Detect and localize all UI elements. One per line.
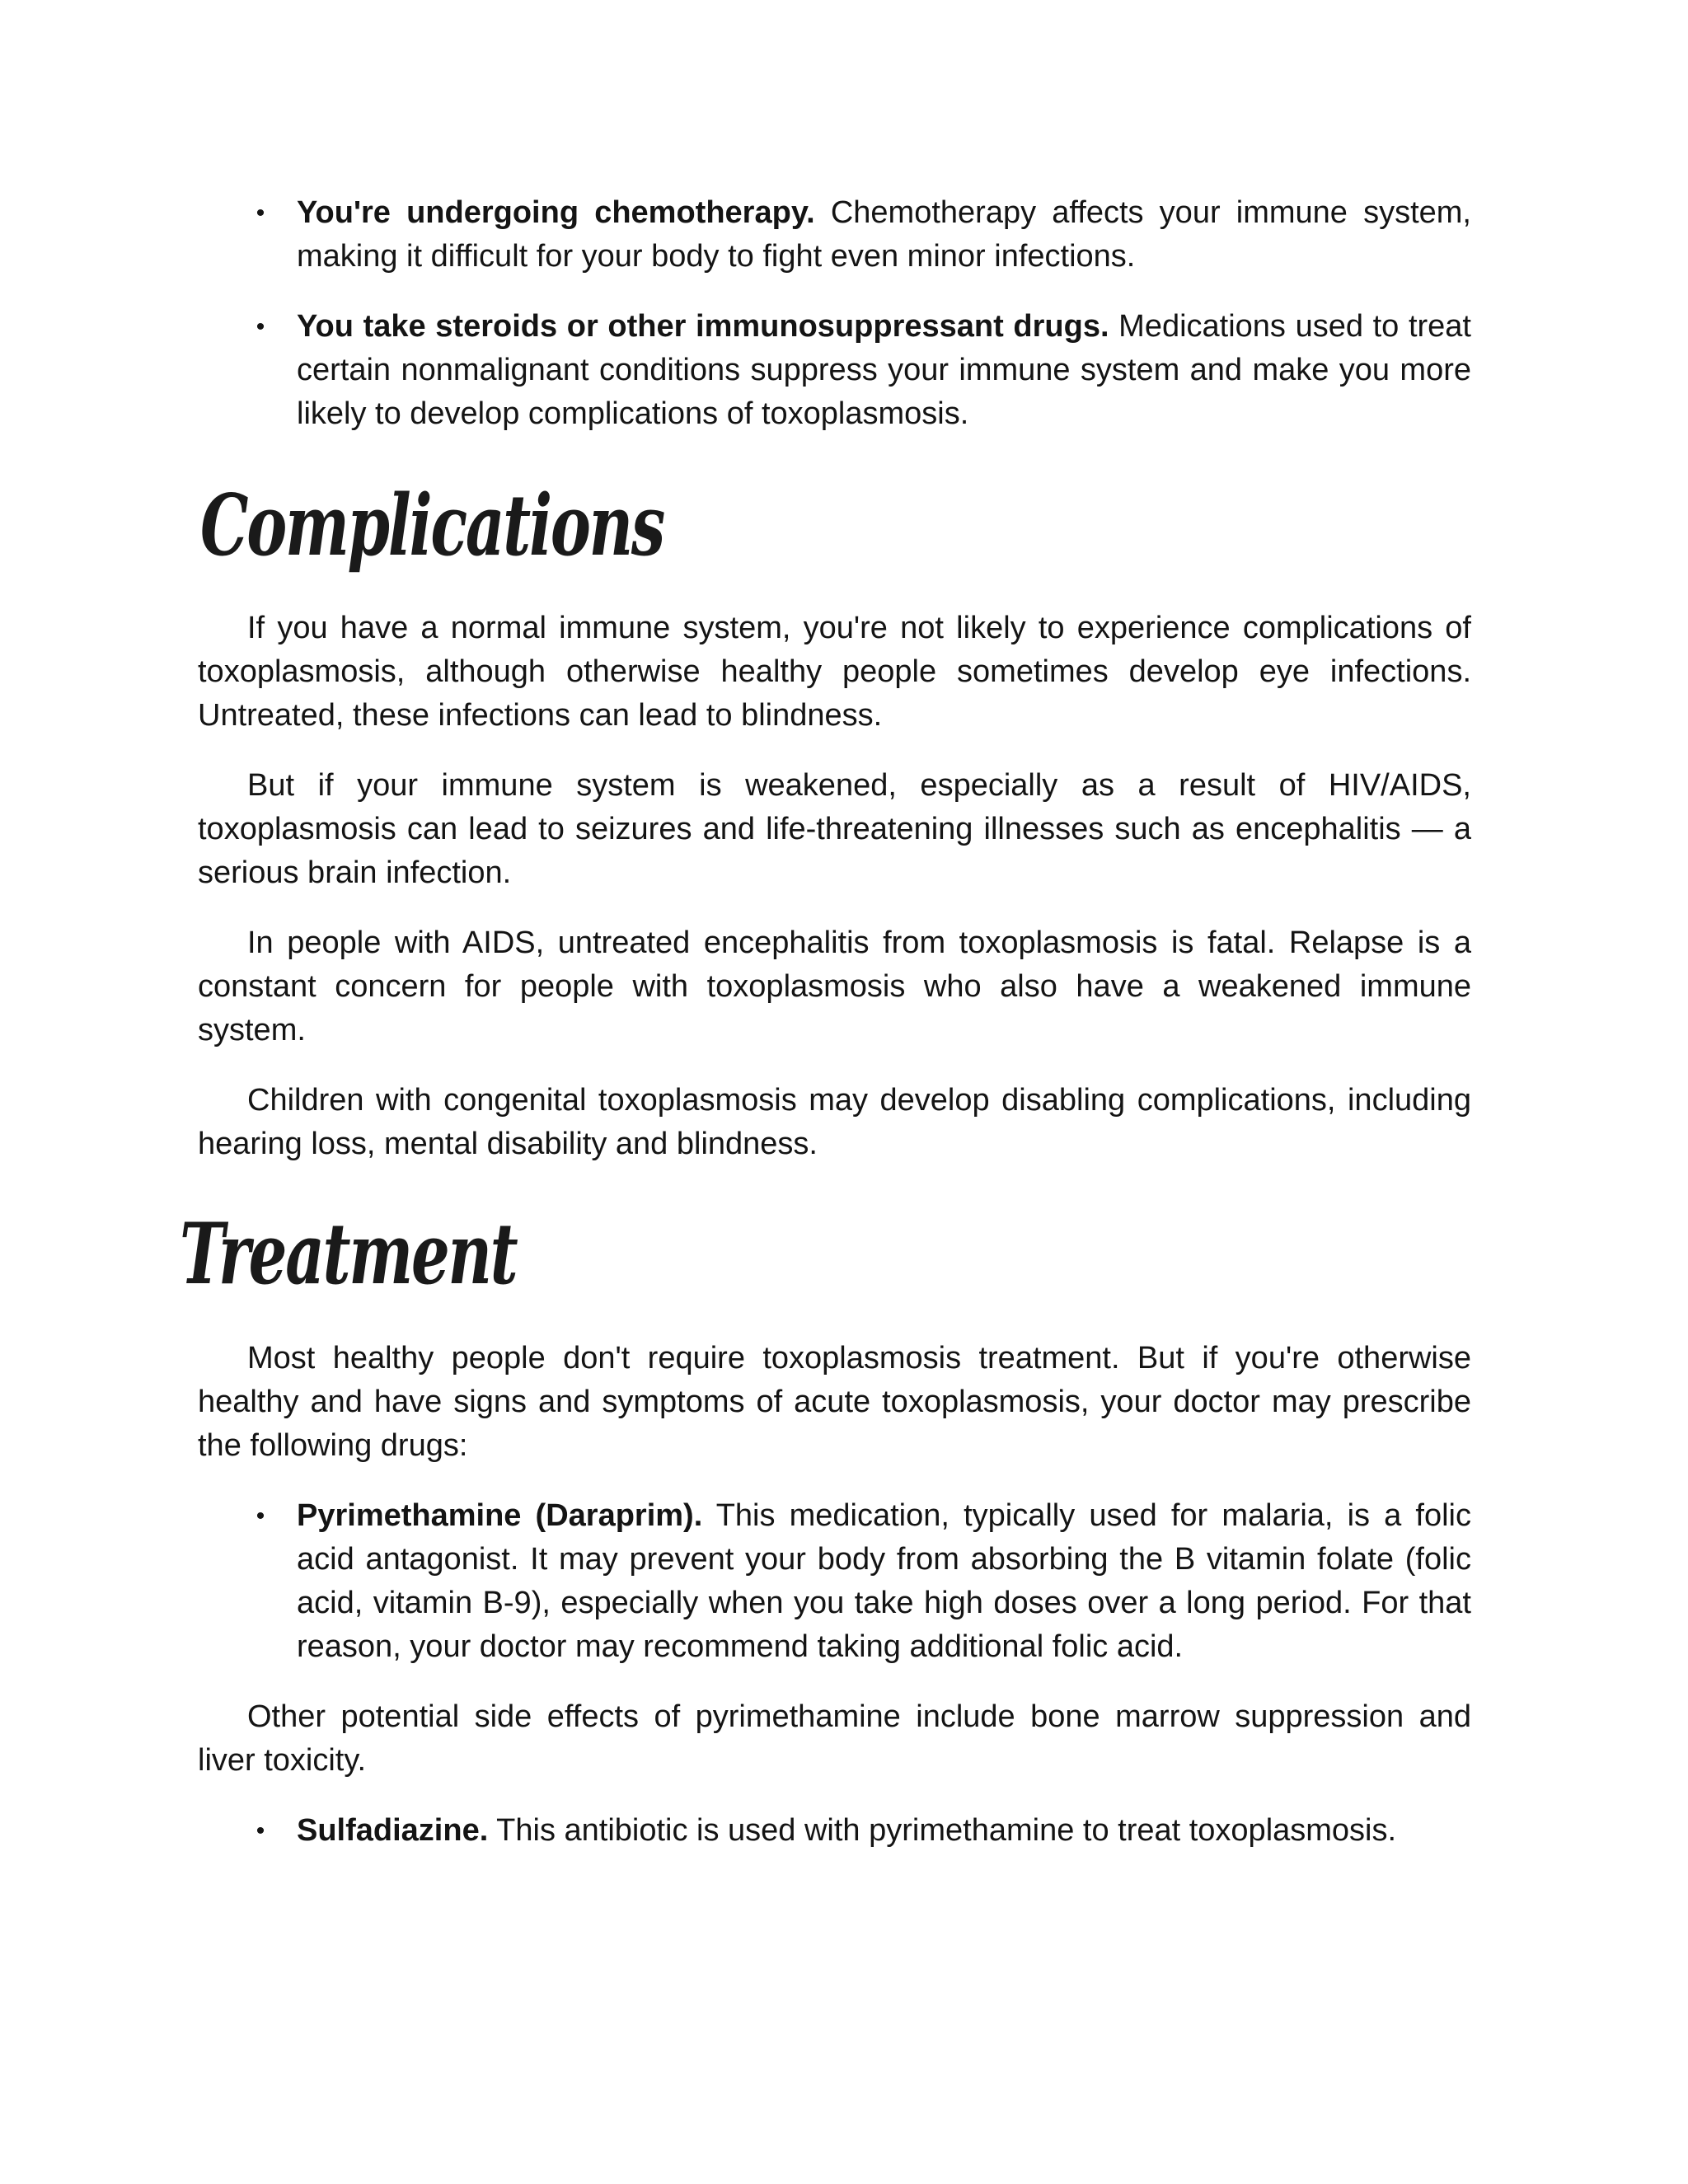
treatment-heading: Treatment [180, 1205, 517, 1304]
list-item-steroids [198, 305, 1471, 436]
list-item-pyrimethamine [198, 1494, 1471, 1669]
complications-paragraph-3: In people with AIDS, untreated encephalitis from toxoplasmosis is fatal. Relapse is a constant concern for people with toxoplasmosis who also have a weakened immune system. [198, 926, 1471, 1047]
complications-paragraph-1: If you have a normal immune system, you're not likely to experience complications of toxoplasmosis, although otherwise healthy people sometimes develop eye infections. Untreated, these infections can lead to blindness. [198, 611, 1471, 733]
list-item-lead: Sulfadiazine. [297, 1813, 489, 1848]
list-item-lead: You take steroids or other immunosuppressant drugs. [297, 309, 1109, 344]
complications-heading: Complications [200, 476, 664, 575]
list-item-text: This medication, typically used for malaria, is a folic acid antagonist. It may prevent your body from absorbing the B vitamin folate (folic acid, vitamin B-9), especially when you take high doses over a long period. For that reason, your doctor may recommend taking additional folic acid. [297, 1498, 1471, 1664]
treatment-intro: Most healthy people don't require toxoplasmosis treatment. But if you're otherwise healthy and have signs and symptoms of acute toxoplasmosis, your doctor may prescribe the following drugs: [198, 1341, 1471, 1463]
list-item-text: Medications used to treat certain nonmalignant conditions suppress your immune system and make you more likely to develop complications of toxoplasmosis. [297, 309, 1471, 431]
drug-list-2 [198, 1809, 1471, 1853]
complications-section [198, 607, 1471, 1166]
risk-factor-list [198, 191, 1471, 436]
complications-paragraph-2: But if your immune system is weakened, especially as a result of HIV/AIDS, toxoplasmosis can lead to seizures and life-threatening illnesses such as encephalitis — a serious brain infection. [198, 768, 1471, 890]
list-item-sulfadiazine [198, 1809, 1471, 1853]
list-item-lead: Pyrimethamine (Daraprim). [297, 1498, 703, 1533]
bullet-icon: • [256, 199, 265, 227]
treatment-section [198, 1337, 1471, 1853]
side-effects-paragraph: Other potential side effects of pyrimethamine include bone marrow suppression and liver toxicity. [198, 1699, 1471, 1778]
bullet-icon: • [256, 1817, 265, 1844]
bullet-icon: • [256, 313, 265, 340]
complications-paragraph-4: Children with congenital toxoplasmosis may develop disabling complications, including hearing loss, mental disability and blindness. [198, 1083, 1471, 1161]
list-item-chemotherapy [198, 191, 1471, 279]
list-item-text: This antibiotic is used with pyrimethamine to treat toxoplasmosis. [488, 1813, 1397, 1848]
bullet-icon: • [256, 1502, 265, 1530]
drug-list-1 [198, 1494, 1471, 1669]
list-item-lead: You're undergoing chemotherapy. [297, 195, 815, 230]
list-item-text: Chemotherapy affects your immune system, making it difficult for your body to fight even minor infections. [297, 195, 1471, 274]
risk-factor-list-container [198, 191, 1471, 436]
